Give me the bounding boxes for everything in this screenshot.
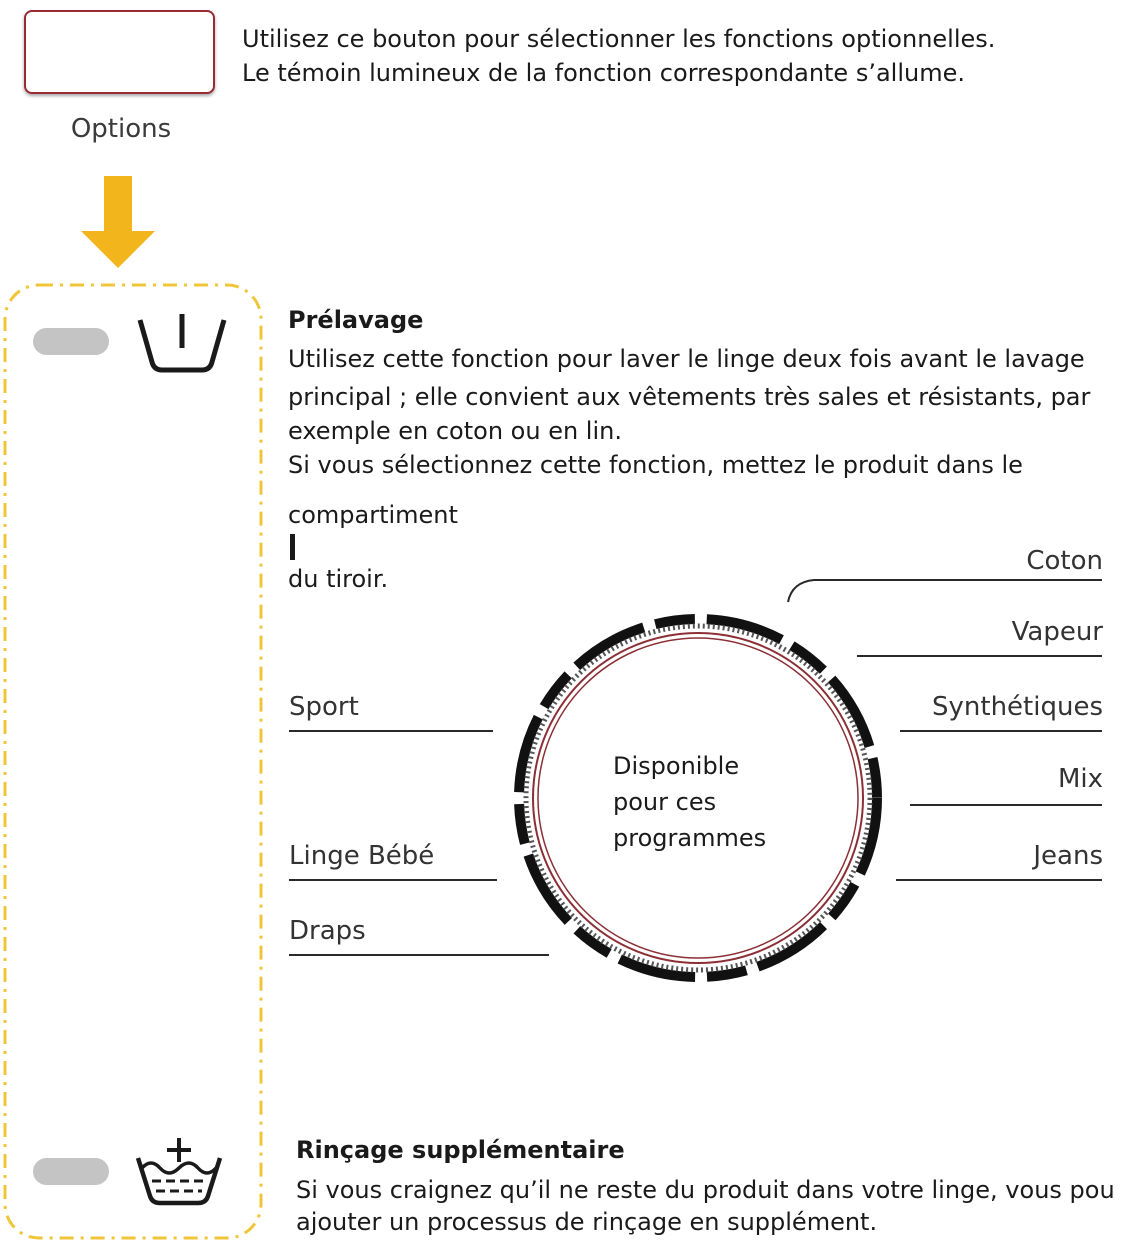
program-label-synthetiques: Synthétiques xyxy=(932,692,1103,722)
program-label-vapeur: Vapeur xyxy=(1011,617,1103,647)
prewash-description-line: Si vous sélectionnez cette fonction, mettez le produit dans le xyxy=(288,451,1023,479)
program-label-draps: Draps xyxy=(289,916,366,946)
extra-rinse-description xyxy=(296,1174,1123,1238)
prewash-title: Prélavage xyxy=(288,306,424,334)
program-label-linge-bebe: Linge Bébé xyxy=(289,841,435,871)
dial-center-line: Disponible xyxy=(613,752,740,780)
program-label-sport: Sport xyxy=(289,692,359,722)
dial-center-text xyxy=(613,748,766,856)
prewash-compartment-text: compartiment xyxy=(288,501,458,529)
program-label-mix: Mix xyxy=(1057,764,1103,794)
prewash-description-line: exemple en coton ou en lin. xyxy=(288,417,622,445)
extra-rinse-title: Rinçage supplémentaire xyxy=(296,1136,625,1164)
options-description-line: Le témoin lumineux de la fonction correspondante s’allume. xyxy=(242,59,965,87)
dial-center-line: programmes xyxy=(613,824,767,852)
program-label-jeans: Jeans xyxy=(1033,841,1103,871)
prewash-description-line: Utilisez cette fonction pour laver le linge deux fois avant le lavage xyxy=(288,345,1085,373)
prewash-description-line: principal ; elle convient aux vêtements très sales et résistants, par xyxy=(288,383,1091,411)
program-label-coton: Coton xyxy=(1026,546,1103,576)
options-description-line: Utilisez ce bouton pour sélectionner les fonctions optionnelles. xyxy=(242,25,996,53)
extra-rinse-description-line: ajouter un processus de rinçage en supplément. xyxy=(296,1208,878,1236)
extra-rinse-description-line: Si vous craignez qu’il ne reste du produit dans votre linge, vous pou xyxy=(296,1176,1115,1204)
dial-center-line: pour ces xyxy=(613,788,717,816)
options-label: Options xyxy=(70,114,172,144)
prewash-compartment-text-after: du tiroir. xyxy=(288,565,389,593)
